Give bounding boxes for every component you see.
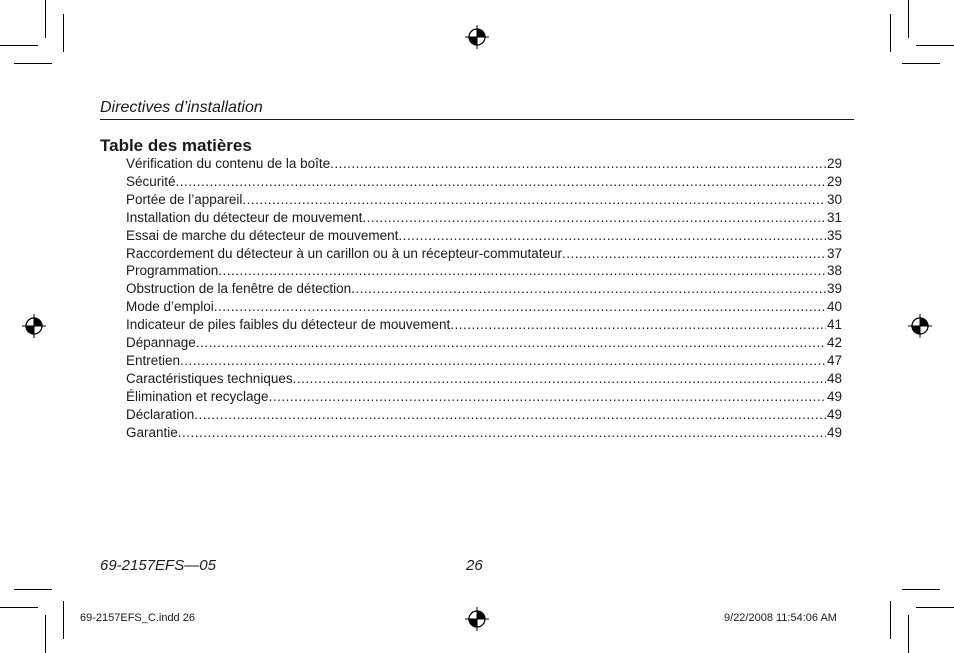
toc-leader-dots	[362, 209, 826, 227]
toc-entry-page: 49	[826, 406, 842, 422]
toc-title: Table des matières	[100, 136, 252, 155]
toc-entry-label: Mode d’emploi	[126, 299, 214, 315]
toc-entry	[126, 334, 842, 352]
registration-mark-icon	[465, 607, 489, 631]
toc-entry	[126, 191, 842, 209]
running-header	[100, 99, 854, 120]
toc-entry-page: 48	[826, 370, 842, 386]
toc-entry-label: Obstruction de la fenêtre de détection	[126, 281, 352, 297]
crop-mark	[63, 14, 64, 52]
toc-entry-page: 49	[826, 388, 842, 404]
toc-leader-dots	[196, 334, 826, 352]
toc-entry-label: Vérification du contenu de la boîte	[126, 156, 331, 171]
toc-leader-dots	[180, 352, 826, 370]
crop-mark	[916, 45, 954, 46]
crop-mark	[908, 615, 909, 653]
toc-entry	[126, 406, 842, 424]
toc-leader-dots	[194, 406, 826, 424]
toc-leader-dots	[450, 316, 826, 334]
registration-mark-icon	[22, 314, 46, 338]
crop-mark	[902, 63, 940, 64]
registration-mark-icon	[908, 314, 932, 338]
toc-entry-page: 35	[826, 227, 842, 243]
toc-entry-label: Garantie	[126, 424, 178, 440]
toc-entry	[126, 155, 842, 173]
toc-leader-dots	[218, 262, 826, 280]
toc-entry-label: Programmation	[126, 263, 219, 279]
toc-entry	[126, 424, 842, 442]
toc-entry	[126, 352, 842, 370]
toc-entry-page: 38	[826, 263, 842, 279]
toc-entry-page: 41	[826, 317, 842, 333]
toc-entry	[126, 227, 842, 245]
toc-entry-page: 47	[826, 352, 842, 368]
toc-entry-label: Déclaration	[126, 406, 195, 422]
doc-number: 69-2157EFS—05	[100, 557, 216, 574]
page-number: 26	[466, 557, 483, 574]
toc-entry-page: 42	[826, 335, 842, 351]
toc-entry-label: Portée de l’appareil	[126, 191, 243, 207]
crop-mark	[14, 63, 52, 64]
slug-filename: 69-2157EFS_C.indd 26	[80, 612, 195, 624]
crop-mark	[902, 589, 940, 590]
toc-entry	[126, 370, 842, 388]
toc-entry-label: Raccordement du détecteur à un carillon ou à un récepteur-commutateur	[126, 245, 562, 261]
registration-mark-icon	[465, 25, 489, 49]
crop-mark	[63, 601, 64, 639]
toc-list	[126, 155, 842, 442]
toc-entry-label: Caractéristiques techniques	[126, 370, 293, 386]
toc-leader-dots	[269, 388, 826, 406]
header-title: Directives d’installation	[100, 99, 263, 116]
toc-entry-page: 49	[826, 424, 842, 440]
crop-mark	[890, 601, 891, 639]
toc-entry-page: 40	[826, 299, 842, 315]
crop-mark	[45, 0, 46, 38]
toc-entry-label: Dépannage	[126, 335, 196, 351]
toc-leader-dots	[351, 280, 826, 298]
toc-leader-dots	[178, 424, 826, 442]
crop-mark	[0, 607, 38, 608]
toc-entry	[126, 173, 842, 191]
toc-entry	[126, 280, 842, 298]
crop-mark	[916, 607, 954, 608]
toc-entry	[126, 245, 842, 263]
crop-mark	[908, 0, 909, 38]
toc-leader-dots	[562, 245, 826, 263]
toc-leader-dots	[330, 155, 826, 173]
toc-entry-label: Installation du détecteur de mouvement	[126, 209, 363, 225]
toc-entry-page: 31	[826, 209, 842, 225]
toc-entry	[126, 388, 842, 406]
toc-leader-dots	[293, 370, 826, 388]
toc-entry-label: Indicateur de piles faibles du détecteur de mouvement	[126, 317, 451, 333]
slug-timestamp: 9/22/2008 11:54:06 AM	[724, 612, 837, 624]
toc-entry	[126, 209, 842, 227]
crop-mark	[14, 589, 52, 590]
toc-leader-dots	[242, 191, 826, 209]
toc-leader-dots	[398, 227, 826, 245]
crop-mark	[890, 14, 891, 52]
crop-mark	[45, 615, 46, 653]
toc-leader-dots	[214, 298, 826, 316]
toc-entry-label: Entretien	[126, 352, 181, 368]
toc-entry	[126, 262, 842, 280]
toc-entry-page: 39	[826, 281, 842, 297]
toc-entry-page: 30	[826, 191, 842, 207]
crop-mark	[0, 45, 38, 46]
toc-entry-page: 29	[826, 173, 842, 189]
toc-entry-label: Sécurité	[126, 173, 176, 189]
toc-entry	[126, 298, 842, 316]
toc-leader-dots	[176, 173, 826, 191]
toc-entry-label: Essai de marche du détecteur de mouvement	[126, 227, 399, 243]
toc-entry	[126, 316, 842, 334]
toc-entry-label: Élimination et recyclage	[126, 388, 269, 404]
toc-entry-page: 37	[826, 245, 842, 261]
toc-entry-page: 29	[826, 156, 842, 171]
